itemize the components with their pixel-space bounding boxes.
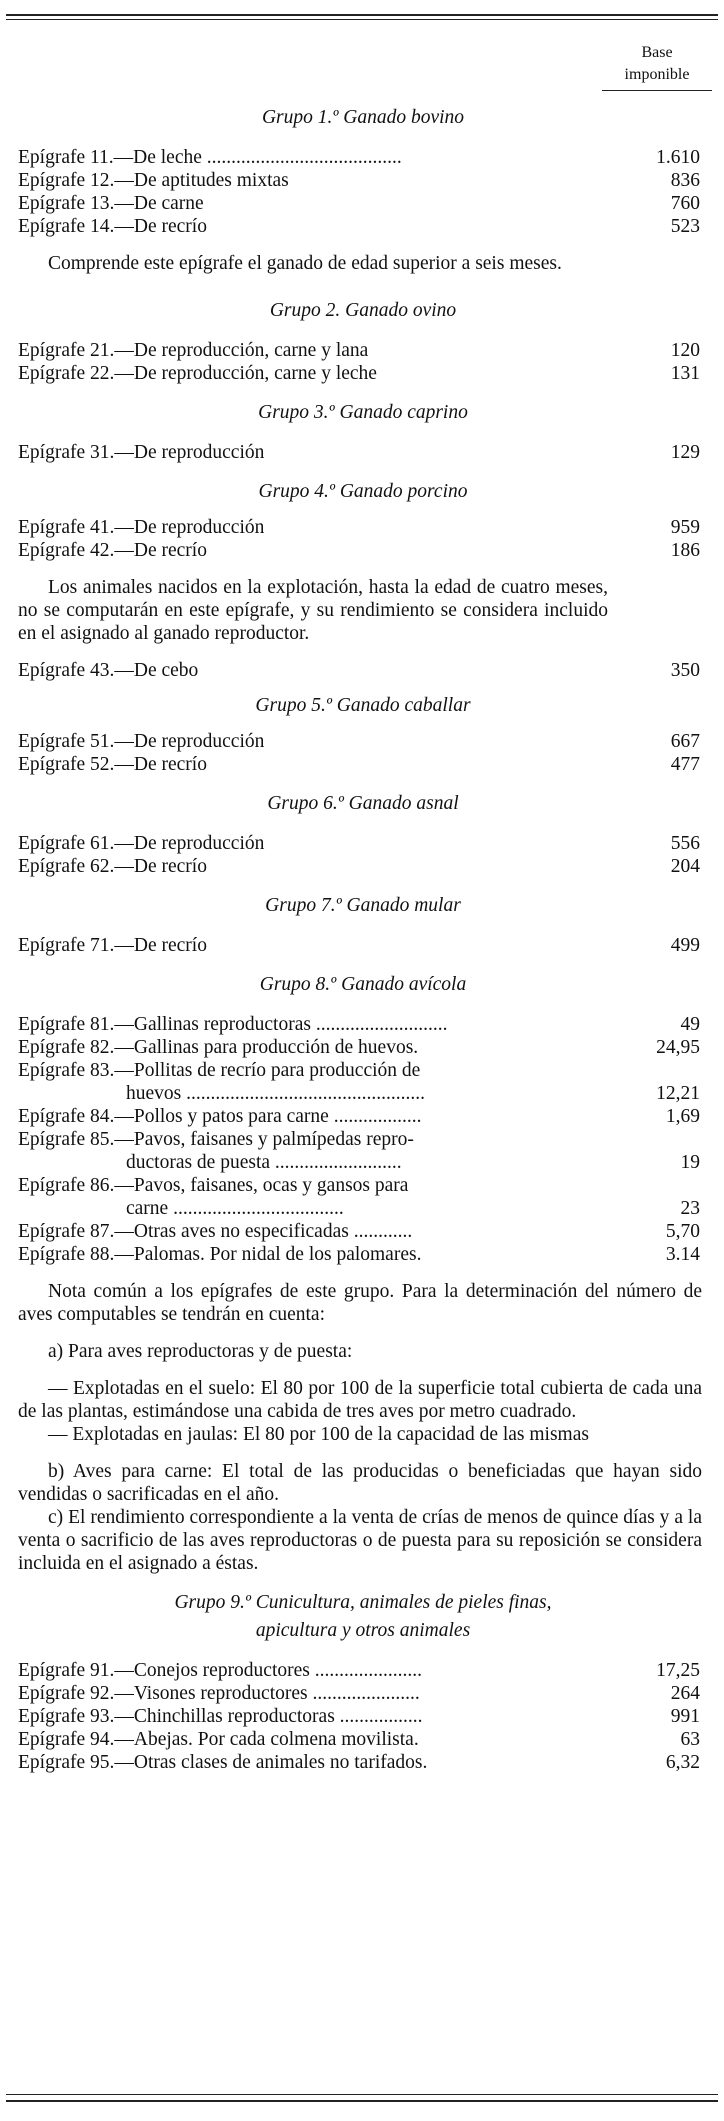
note-a: a) Para aves reproductoras y de puesta: [48,1341,353,1362]
group-7-title: Grupo 7.º Ganado mular [265,895,461,916]
row-value: 129 [670,442,700,463]
row-91 [18,1659,708,1682]
row-85-line1 [18,1128,708,1151]
row-95 [18,1751,708,1774]
tariff-content [18,104,708,1774]
row-label: Epígrafe 43.—De cebo [18,660,199,681]
group-9-title-line1: Grupo 9.º Cunicultura, animales de pieles finas, [174,1592,552,1613]
row-21 [18,339,708,362]
group-9-title-line2: apicultura y otros animales [255,1620,471,1641]
note-a1: — Explotadas en el suelo: El 80 por 100 de la superficie total cubierta de cada una de las plantas, estimándose una cabida de tres aves por metro cuadrado. [18,1378,702,1422]
row-label: Epígrafe 87.—Otras aves no especificadas ............ [18,1221,413,1242]
row-value: 991 [670,1706,700,1727]
row-83-line1 [18,1059,708,1082]
row-label: huevos ................................................. [126,1083,425,1104]
top-rule-thin [6,19,718,20]
row-value: 24,95 [656,1037,700,1058]
row-86-line2 [18,1197,708,1220]
column-header-line2: imponible [624,66,690,83]
row-value: 49 [680,1014,700,1035]
bottom-rule-thin [6,2094,718,2095]
row-93 [18,1705,708,1728]
row-value: 499 [670,935,700,956]
row-label: Epígrafe 84.—Pollos y patos para carne .................. [18,1106,422,1127]
row-12 [18,169,708,192]
row-88 [18,1243,708,1266]
row-label: Epígrafe 71.—De recrío [18,935,207,956]
row-41 [18,516,708,539]
group-4-title: Grupo 4.º Ganado porcino [258,481,468,502]
note-c: c) El rendimiento correspondiente a la venta de crías de menos de quince días y a la venta o sacrificio de las aves reproductoras o de puesta para su reposición se considera incluida en el asignado a éstas. [18,1507,702,1574]
row-value: 63 [680,1729,700,1750]
row-label: carne ................................... [126,1198,344,1219]
row-value: 23 [680,1198,700,1219]
group-3-title: Grupo 3.º Ganado caprino [258,402,468,423]
row-71 [18,934,708,957]
row-14 [18,215,708,238]
group-1-title: Grupo 1.º Ganado bovino [261,107,465,128]
row-value: 477 [670,754,700,775]
column-header [602,42,712,91]
row-label: Epígrafe 41.—De reproducción [18,517,265,538]
note-a2: — Explotadas en jaulas: El 80 por 100 de la capacidad de las mismas [48,1424,589,1445]
row-label: Epígrafe 91.—Conejos reproductores ...................... [18,1660,422,1681]
row-label: Epígrafe 88.—Palomas. Por nidal de los palomares. [18,1244,422,1265]
row-11 [18,146,708,169]
group-8-title: Grupo 8.º Ganado avícola [259,974,467,995]
row-value: 3.14 [665,1244,700,1265]
row-label: Epígrafe 83.—Pollitas de recrío para producción de [18,1060,421,1081]
column-header-line1: Base [641,44,673,61]
group-4-note: Los animales nacidos en la explotación, hasta la edad de cuatro meses, no se computarán en este epígrafe, y su rendimiento se considera incluido en el asignado al ganado reproductor. [18,577,608,644]
group-1-note: Comprende este epígrafe el ganado de edad superior a seis meses. [48,253,562,274]
row-label: Epígrafe 22.—De reproducción, carne y leche [18,363,377,384]
group-5-title: Grupo 5.º Ganado caballar [255,695,471,716]
row-13 [18,192,708,215]
row-label: Epígrafe 42.—De recrío [18,540,207,561]
row-label: Epígrafe 11.—De leche ........................................ [18,147,402,168]
row-94 [18,1728,708,1751]
row-42 [18,539,708,562]
row-31 [18,441,708,464]
row-label: Epígrafe 94.—Abejas. Por cada colmena movilista. [18,1729,419,1750]
row-value: 523 [670,216,700,237]
row-label: Epígrafe 86.—Pavos, faisanes, ocas y gansos para [18,1175,409,1196]
row-85-line2 [18,1151,708,1174]
row-label: Epígrafe 12.—De aptitudes mixtas [18,170,289,191]
row-label: Epígrafe 52.—De recrío [18,754,207,775]
row-label: ductoras de puesta .......................... [126,1152,402,1173]
row-value: 120 [670,340,700,361]
row-value: 186 [670,540,700,561]
row-52 [18,753,708,776]
row-label: Epígrafe 51.—De reproducción [18,731,265,752]
row-label: Epígrafe 93.—Chinchillas reproductoras ................. [18,1706,423,1727]
row-51 [18,730,708,753]
row-61 [18,832,708,855]
row-value: 131 [670,363,700,384]
row-label: Epígrafe 13.—De carne [18,193,204,214]
row-22 [18,362,708,385]
row-value: 12,21 [656,1083,700,1104]
row-87 [18,1220,708,1243]
row-value: 1,69 [665,1106,700,1127]
row-83-line2 [18,1082,708,1105]
row-label: Epígrafe 85.—Pavos, faisanes y palmípedas repro- [18,1129,414,1150]
row-value: 6,32 [665,1752,700,1773]
row-value: 204 [670,856,700,877]
row-value: 1.610 [656,147,700,168]
row-label: Epígrafe 62.—De recrío [18,856,207,877]
row-value: 667 [670,731,700,752]
group-8-common-note: Nota común a los epígrafes de este grupo. Para la determinación del número de aves computables se tendrán en cuenta: [18,1281,702,1325]
row-label: Epígrafe 14.—De recrío [18,216,207,237]
row-value: 5,70 [665,1221,700,1242]
row-label: Epígrafe 81.—Gallinas reproductoras ........................... [18,1014,448,1035]
note-b: b) Aves para carne: El total de las producidas o beneficiadas que hayan sido vendidas o sacrificadas en el año. [18,1461,702,1505]
row-label: Epígrafe 92.—Visones reproductores ...................... [18,1683,420,1704]
row-value: 350 [670,660,700,681]
row-value: 836 [670,170,700,191]
row-value: 17,25 [656,1660,700,1681]
row-84 [18,1105,708,1128]
group-6-title: Grupo 6.º Ganado asnal [267,793,459,814]
row-92 [18,1682,708,1705]
row-value: 760 [670,193,700,214]
row-value: 959 [670,517,700,538]
row-81 [18,1013,708,1036]
row-82 [18,1036,708,1059]
row-label: Epígrafe 95.—Otras clases de animales no tarifados. [18,1752,428,1773]
row-label: Epígrafe 61.—De reproducción [18,833,265,854]
row-value: 19 [680,1152,700,1173]
row-62 [18,855,708,878]
top-rule [6,14,718,16]
group-2-title: Grupo 2. Ganado ovino [269,300,457,321]
row-label: Epígrafe 82.—Gallinas para producción de huevos. [18,1037,419,1058]
row-label: Epígrafe 31.—De reproducción [18,442,265,463]
group-9-title [18,1589,708,1645]
row-label: Epígrafe 21.—De reproducción, carne y lana [18,340,369,361]
row-43 [18,659,708,682]
row-value: 264 [670,1683,700,1704]
row-86-line1 [18,1174,708,1197]
bottom-rule [6,2100,718,2102]
row-value: 556 [670,833,700,854]
